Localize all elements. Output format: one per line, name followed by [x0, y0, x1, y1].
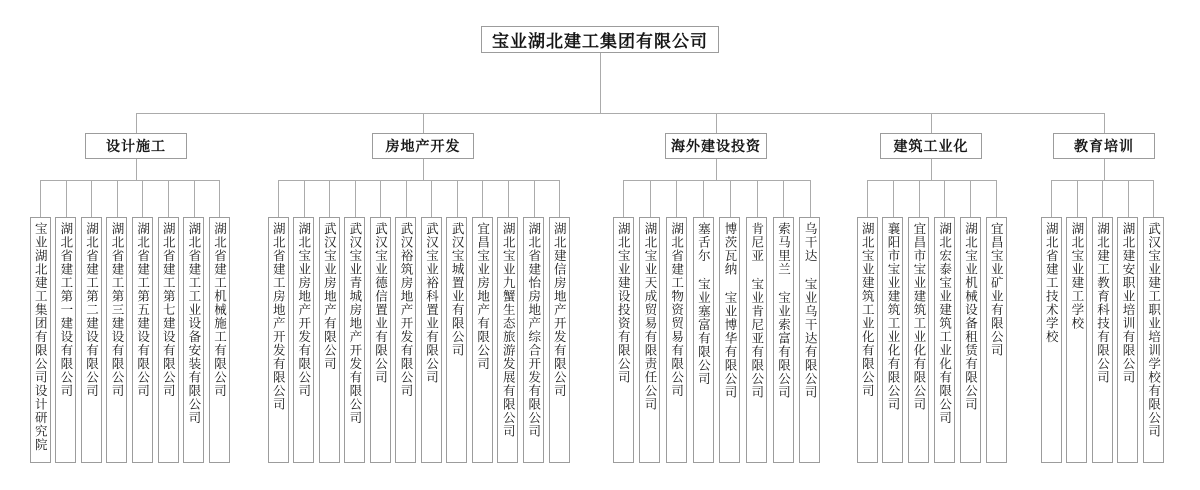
child-node-label: 湖北宝业机械设备租赁有限公司 — [963, 222, 978, 411]
child-node-label: 湖北省建工第七建设有限公司 — [161, 222, 176, 398]
branch-node-label: 设计施工 — [106, 138, 166, 154]
child-node — [319, 217, 340, 463]
child-node-label: 宜昌宝业房地产有限公司 — [475, 222, 490, 371]
child-node-label: 武汉宝城置业有限公司 — [450, 222, 465, 357]
child-node — [370, 217, 391, 463]
connector-line — [355, 180, 356, 217]
child-node — [446, 217, 467, 463]
child-node-label: 索马里兰 宝业索富有限公司 — [776, 222, 791, 399]
child-node-label: 武汉宝业裕科置业有限公司 — [424, 222, 439, 384]
child-node — [1117, 217, 1138, 463]
child-node-label: 湖北省建怡房地产综合开发有限公司 — [526, 222, 541, 438]
connector-line — [534, 180, 535, 217]
connector-line — [944, 180, 945, 217]
connector-line — [136, 113, 1105, 114]
child-node — [986, 217, 1007, 463]
branch-node-4 — [880, 133, 982, 159]
connector-line — [1104, 159, 1105, 180]
child-node — [934, 217, 955, 463]
child-node-label: 襄阳市宝业建筑工业化有限公司 — [886, 222, 901, 411]
child-node — [30, 217, 51, 463]
child-node-label: 武汉宝业青城房地产开发有限公司 — [347, 222, 362, 425]
child-node-label: 乌干达 宝业乌干达有限公司 — [803, 222, 818, 399]
child-node — [268, 217, 289, 463]
child-node-label: 武汉裕筑房地产开发有限公司 — [399, 222, 413, 398]
connector-line — [650, 180, 651, 217]
child-node-label: 湖北省建工技术学校 — [1044, 222, 1059, 344]
child-node-label: 武汉宝业德信置业有限公司 — [373, 222, 388, 384]
child-node — [1143, 217, 1164, 463]
connector-line — [1104, 113, 1105, 133]
child-node-label: 湖北省建工第三建设有限公司 — [110, 222, 125, 398]
root-node-label: 宝业湖北建工集团有限公司 — [492, 32, 708, 51]
branch-node-label: 教育培训 — [1074, 138, 1134, 154]
child-node — [293, 217, 314, 463]
child-node-label: 肯尼亚 宝业肯尼亚有限公司 — [749, 222, 764, 399]
child-node-label: 湖北宝业建筑工业化有限公司 — [860, 222, 875, 398]
child-node — [719, 217, 740, 463]
child-node — [395, 217, 416, 463]
child-node-label: 博茨瓦纳 宝业博华有限公司 — [723, 222, 738, 399]
connector-line — [278, 180, 560, 181]
connector-line — [783, 180, 784, 217]
child-node-label: 湖北宝业天成贸易有限责任公司 — [642, 222, 657, 411]
connector-line — [716, 159, 717, 180]
connector-line — [810, 180, 811, 217]
connector-line — [600, 53, 601, 113]
connector-line — [867, 180, 997, 181]
branch-node-1 — [85, 133, 187, 159]
child-node-label: 宝业湖北建工集团有限公司设计研究院 — [33, 222, 48, 452]
child-node — [908, 217, 929, 463]
child-node — [523, 217, 544, 463]
connector-line — [931, 113, 932, 133]
connector-line — [40, 180, 41, 217]
connector-line — [406, 180, 407, 217]
root-node — [481, 26, 719, 53]
child-node — [81, 217, 102, 463]
child-node — [183, 217, 204, 463]
child-node-label: 湖北宝业九蟹生态旅游发展有限公司 — [501, 222, 516, 438]
connector-line — [304, 180, 305, 217]
connector-line — [194, 180, 195, 217]
connector-line — [219, 180, 220, 217]
connector-line — [1102, 180, 1103, 217]
connector-line — [996, 180, 997, 217]
child-node — [1092, 217, 1113, 463]
child-node — [497, 217, 518, 463]
connector-line — [919, 180, 920, 217]
child-node-label: 湖北建工教育科技有限公司 — [1095, 222, 1110, 384]
connector-line — [278, 180, 279, 217]
child-node-label: 湖北宝业建工学校 — [1069, 222, 1084, 330]
child-node — [55, 217, 76, 463]
branch-node-2 — [372, 133, 474, 159]
connector-line — [457, 180, 458, 217]
connector-line — [431, 180, 432, 217]
connector-line — [559, 180, 560, 217]
child-node — [549, 217, 570, 463]
child-node — [158, 217, 179, 463]
connector-line — [757, 180, 758, 217]
child-node-label: 湖北省建工物资贸易有限公司 — [669, 222, 684, 398]
branch-node-label: 海外建设投资 — [671, 138, 761, 154]
connector-line — [508, 180, 509, 217]
child-node-label: 湖北省建工房地产开发有限公司 — [271, 222, 286, 411]
child-node — [472, 217, 493, 463]
child-node-label: 湖北省建工工业设备安装有限公司 — [186, 222, 201, 425]
connector-line — [1051, 180, 1052, 217]
child-node — [857, 217, 878, 463]
connector-line — [136, 113, 137, 133]
child-node — [1041, 217, 1062, 463]
child-node-label: 湖北省建工第一建设有限公司 — [58, 222, 73, 398]
connector-line — [730, 180, 731, 217]
connector-line — [142, 180, 143, 217]
connector-line — [66, 180, 67, 217]
connector-line — [482, 180, 483, 217]
child-node — [746, 217, 767, 463]
connector-line — [136, 159, 137, 180]
connector-line — [931, 159, 932, 180]
child-node — [421, 217, 442, 463]
child-node — [773, 217, 794, 463]
connector-line — [423, 159, 424, 180]
child-node — [882, 217, 903, 463]
child-node-label: 宜昌市宝业建筑工业化有限公司 — [911, 222, 926, 411]
child-node — [613, 217, 634, 463]
child-node-label: 湖北建安职业培训有限公司 — [1121, 222, 1136, 384]
connector-line — [970, 180, 971, 217]
connector-line — [329, 180, 330, 217]
connector-line — [168, 180, 169, 217]
connector-line — [1128, 180, 1129, 217]
branch-node-label: 房地产开发 — [385, 138, 461, 154]
child-node-label: 宜昌宝业矿业有限公司 — [989, 222, 1004, 357]
branch-node-5 — [1053, 133, 1155, 159]
connector-line — [423, 113, 424, 133]
child-node — [639, 217, 660, 463]
branch-node-label: 建筑工业化 — [893, 138, 969, 154]
connector-line — [716, 113, 717, 133]
child-node — [1066, 217, 1087, 463]
child-node — [799, 217, 820, 463]
child-node-label: 湖北宏泰宝业建筑工业化有限公司 — [937, 222, 952, 425]
child-node-label: 武汉宝业建工职业培训学校有限公司 — [1146, 222, 1161, 438]
child-node — [960, 217, 981, 463]
branch-node-3 — [665, 133, 767, 159]
child-node — [106, 217, 127, 463]
child-node — [666, 217, 687, 463]
child-node — [344, 217, 365, 463]
connector-line — [703, 180, 704, 217]
child-node — [693, 217, 714, 463]
child-node-label: 塞舌尔 宝业塞富有限公司 — [696, 222, 711, 386]
connector-line — [623, 180, 624, 217]
connector-line — [91, 180, 92, 217]
child-node — [209, 217, 230, 463]
connector-line — [380, 180, 381, 217]
child-node-label: 湖北省建工机械施工有限公司 — [212, 222, 227, 398]
connector-line — [867, 180, 868, 217]
connector-line — [1077, 180, 1078, 217]
child-node-label: 湖北省建工第二建设有限公司 — [84, 222, 99, 398]
child-node-label: 湖北建信房地产开发有限公司 — [552, 222, 567, 398]
connector-line — [1153, 180, 1154, 217]
connector-line — [893, 180, 894, 217]
child-node-label: 武汉宝业房地产有限公司 — [322, 222, 337, 371]
child-node-label: 湖北宝业房地产开发有限公司 — [296, 222, 311, 398]
connector-line — [676, 180, 677, 217]
child-node-label: 湖北宝业建设投资有限公司 — [616, 222, 631, 384]
connector-line — [117, 180, 118, 217]
child-node-label: 湖北省建工第五建设有限公司 — [135, 222, 150, 398]
child-node — [132, 217, 153, 463]
